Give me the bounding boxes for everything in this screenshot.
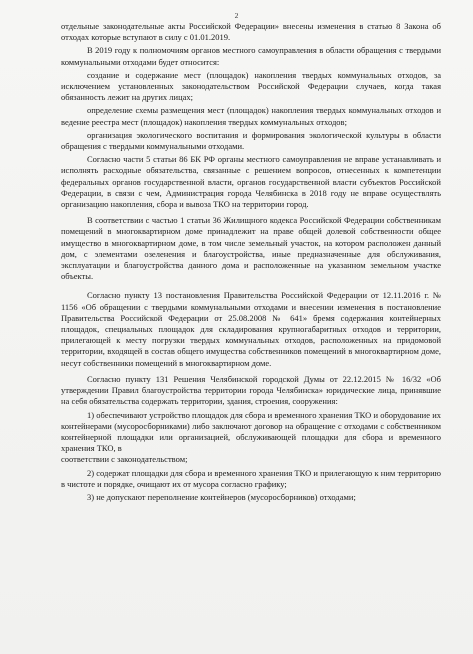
paragraph-7: В соответствии с частью 1 статьи 36 Жилищного кодекса Российской Федерации собственникам помещений в многоквартирном доме принадлежит на праве общей долевой собственности общее имущество в многоквартирном доме, в том числе земельный участок, на котором расположен данный дом, с элементами озеленения и благоустройства, иные предназначенные для обслуживания, эксплуатации и благоустройства данного дома и расположенные на указанном земельном участке объекты. xyxy=(61,215,441,282)
paragraph-8: Согласно пункту 13 постановления Правительства Российской Федерации от 12.11.2016 г. № 1156 «Об обращении с твердыми коммунальными отходами и внесении изменения в постановление Правительства Российской Федерации от 25.08.2008 № 641» бремя содержания контейнерных площадок, специальных площадок для складирования крупногабаритных отходов и территории, прилегающей к месту погрузки твердых коммунальных отходов, расположенных на придомовой территории, входящей в состав общего имущества собственников помещений в многоквартирном доме, несут собственники помещений в многоквартирном доме. xyxy=(61,290,441,368)
paragraph-1: отдельные законодательные акты Российской Федерации» внесены изменения в статью 8 Закона об отходах которые вступают в силу с 01.01.2019. xyxy=(61,21,441,43)
paragraph-12: 2) содержат площадки для сбора и временного хранения ТКО и прилегающую к ним территорию в чистоте и порядке, очищают их от мусора согласно графику; xyxy=(61,467,441,489)
paragraph-10-text: 1) обеспечивают устройство площадок для сбора и временного хранения ТКО и оборудование их контейнерами (мусоросборниками) либо заключают договор на обращение с отходами с собственником контейнерной площадки или организацией, обслуживающей площадки для сбора и временного хранения ТКО, xyxy=(61,409,441,454)
paragraph-6: Согласно части 5 статьи 86 БК РФ органы местного самоуправления не вправе устанавливать и исполнять расходные обязательства, связанные с решением вопросов, отнесенных к компетенции федеральных органов государственной власти, органов государственной власти субъектов Российской Федерации, в связи с чем, Администрация города Челябинска в 2018 году не вправе осуществлять организацию накопления, сбора и вывоза ТКО на территории город. xyxy=(61,154,441,210)
paragraph-10 xyxy=(61,410,441,455)
paragraph-3: создание и содержание мест (площадок) накопления твердых коммунальных отходов, за исключением установленных законодательством Российской Федерации случаев, когда такая обязанность лежит на других лицах; xyxy=(61,69,441,103)
paragraph-11: соответствии с законодательством; xyxy=(61,454,188,465)
paragraph-2: В 2019 году к полномочиям органов местного самоуправления в области обращения с твердыми коммунальными отходами будет относится: xyxy=(61,45,441,67)
paragraph-13: 3) не допускают переполнение контейнеров (мусоросборников) отходами; xyxy=(87,491,356,502)
page-number: 2 xyxy=(234,11,239,20)
paragraph-9: Согласно пункту 131 Решения Челябинской городской Думы от 22.12.2015 № 16/32 «Об утверждении Правил благоустройства территории города Челябинска» юридические лица, принявшие на себя обязательства содержать территории, здания, строения, сооружения: xyxy=(61,373,441,407)
paragraph-4: определение схемы размещения мест (площадок) накопления твердых коммунальных отходов и ведение реестра мест (площадок) накопления твердых коммунальных отходов; xyxy=(61,105,441,127)
document-body xyxy=(61,21,441,503)
handwritten-mark: в xyxy=(117,443,122,454)
paragraph-5: организация экологического воспитания и формирования экологической культуры в области обращения с твердыми коммунальными отходами. xyxy=(61,129,441,152)
